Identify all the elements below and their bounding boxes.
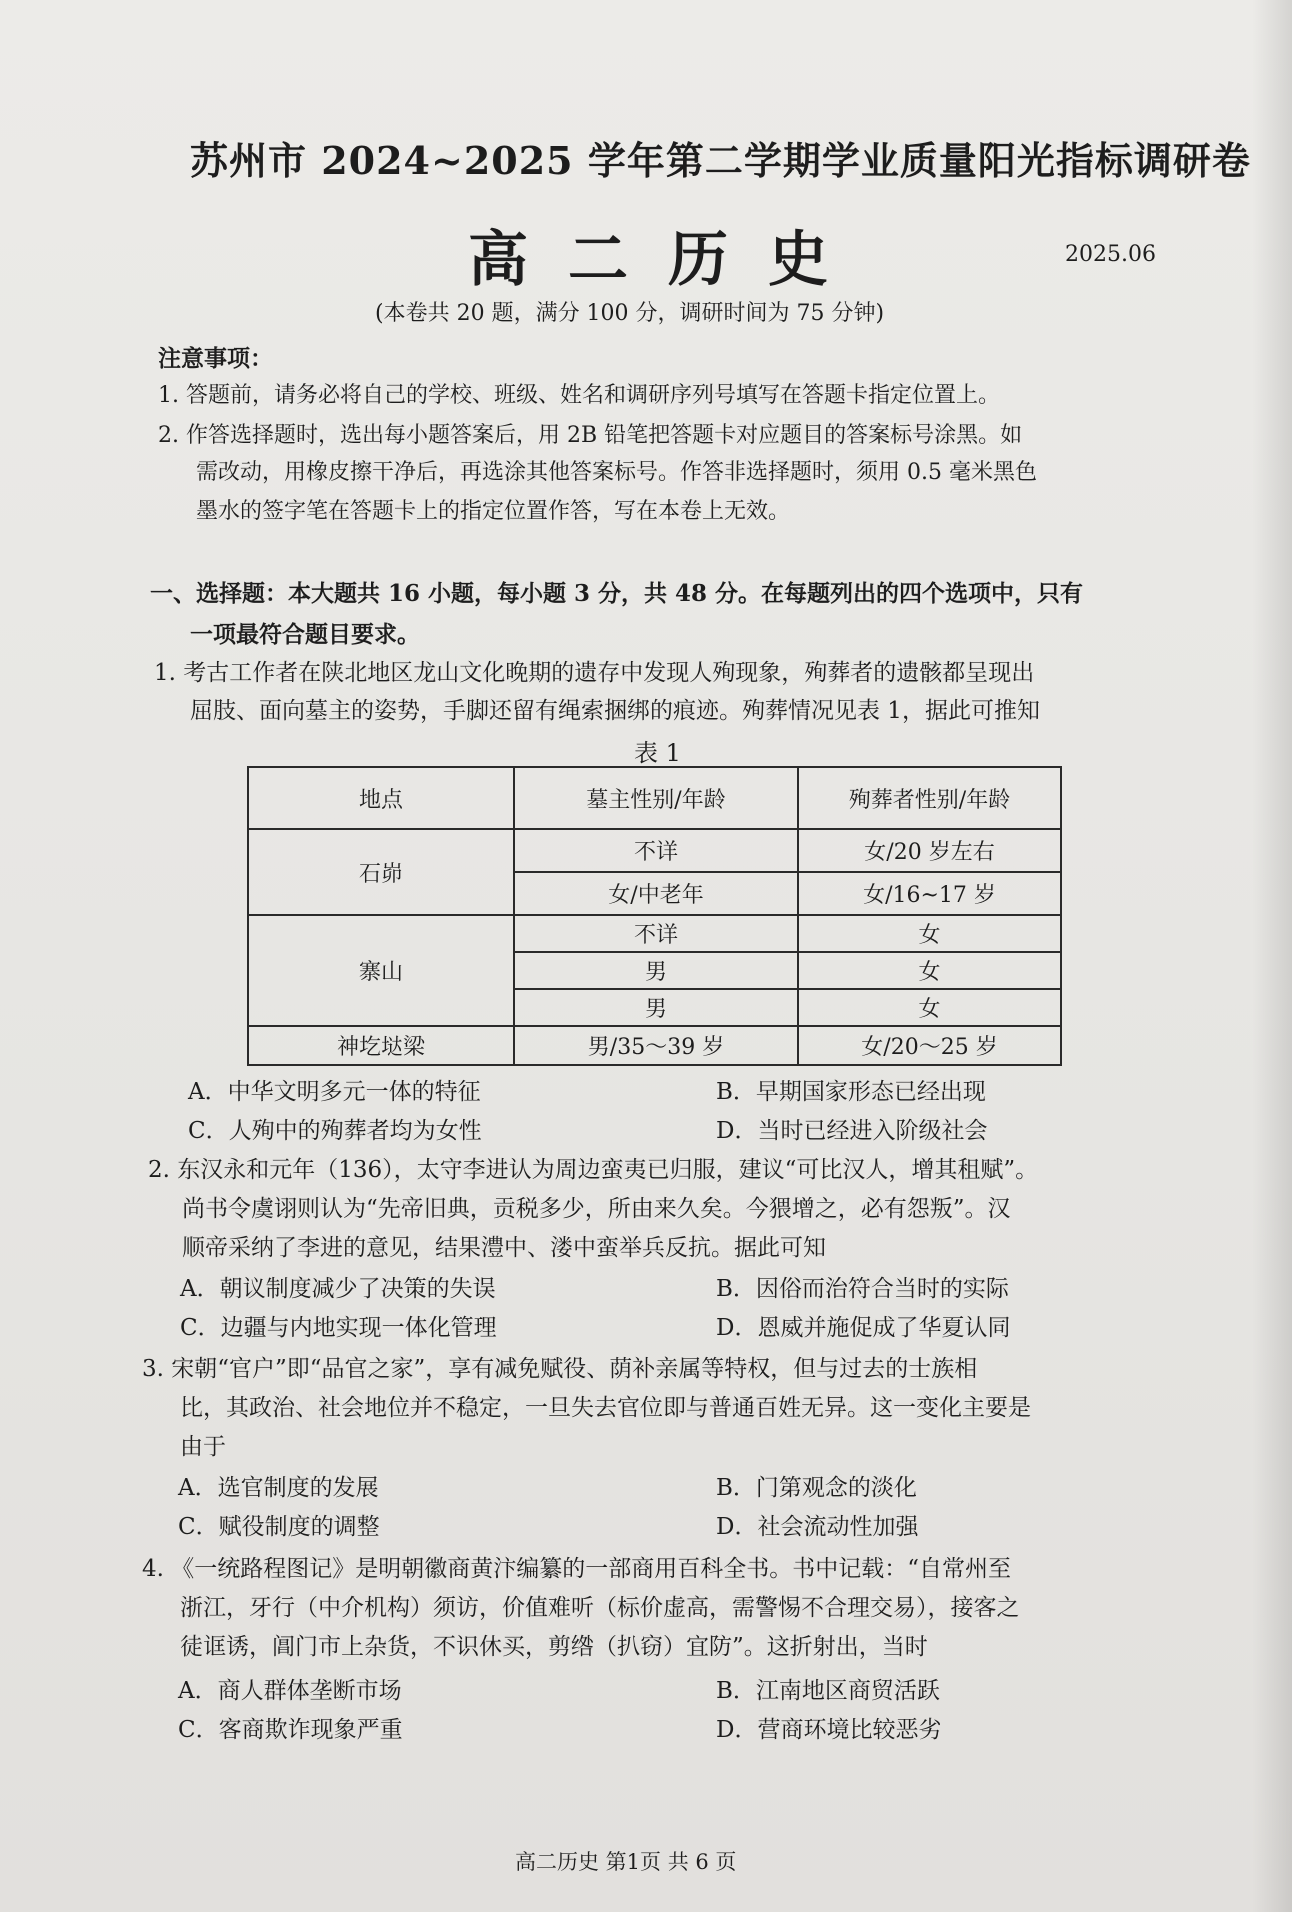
question-3-text: 3. 宋朝“官户”即“品官之家”，享有减免赋役、荫补亲属等特权，但与过去的士族相 [142, 1356, 978, 1382]
table-cell: 不详 [514, 829, 798, 872]
table-cell: 女 [798, 989, 1061, 1026]
table-cell-place: 神圪垯梁 [248, 1026, 514, 1065]
page-edge-shadow [1252, 0, 1292, 1912]
option-d: D．社会流动性加强 [716, 1514, 919, 1540]
option-a: A．朝议制度减少了决策的失误 [180, 1276, 496, 1302]
option-a: A．中华文明多元一体的特征 [188, 1079, 481, 1105]
table-cell: 女/20～25 岁 [798, 1026, 1061, 1065]
table-row [248, 1026, 1061, 1065]
question-3-text: 由于 [180, 1434, 226, 1460]
question-3-text: 比，其政治、社会地位并不稳定，一旦失去官位即与普通百姓无异。这一变化主要是 [180, 1395, 1031, 1421]
question-2-text: 顺帝采纳了李进的意见，结果澧中、溇中蛮举兵反抗。据此可知 [182, 1235, 826, 1261]
section-heading: 一、选择题：本大题共 16 小题，每小题 3 分，共 48 分。在每题列出的四个选项中，只有 [150, 580, 1084, 607]
option-a: A．选官制度的发展 [178, 1475, 379, 1501]
question-2-text: 2. 东汉永和元年（136），太守李进认为周边蛮夷已归服，建议“可比汉人，增其租赋”。 [148, 1157, 1039, 1183]
exam-date: 2025.06 [1065, 242, 1156, 267]
table-header-cell: 墓主性别/年龄 [514, 767, 798, 829]
table-cell-place: 寨山 [248, 915, 514, 1026]
exam-info: (本卷共 20 题，满分 100 分，调研时间为 75 分钟) [375, 301, 885, 326]
table-cell: 男 [514, 989, 798, 1026]
table-cell: 女 [798, 952, 1061, 989]
option-d: D．恩威并施促成了华夏认同 [716, 1315, 1011, 1341]
table-header-cell: 地点 [248, 767, 514, 829]
option-c: C．人殉中的殉葬者均为女性 [188, 1118, 482, 1144]
table-cell-place: 石峁 [248, 829, 514, 915]
table-row [248, 829, 1061, 872]
notice-line: 墨水的签字笔在答题卡上的指定位置作答，写在本卷上无效。 [196, 499, 791, 524]
question-2-text: 尚书令虞诩则认为“先帝旧典，贡税多少，所由来久矣。今猥增之，必有怨叛”。汉 [182, 1196, 1011, 1222]
option-c: C．赋役制度的调整 [178, 1514, 380, 1540]
burial-table [247, 766, 1062, 1066]
table-cell: 不详 [514, 915, 798, 952]
question-4-text: 徒诓诱，阊门市上杂货，不识休买，剪绺（扒窃）宜防”。这折射出，当时 [180, 1634, 928, 1660]
table-cell: 男/35～39 岁 [514, 1026, 798, 1065]
table-header-row [248, 767, 1061, 829]
table-cell: 男 [514, 952, 798, 989]
exam-title: 苏州市 2024~2025 学年第二学期学业质量阳光指标调研卷 [190, 138, 1251, 183]
notice-line: 2. 作答选择题时，选出每小题答案后，用 2B 铅笔把答题卡对应题目的答案标号涂黑。如 [158, 423, 1023, 448]
table-cell: 女/中老年 [514, 872, 798, 915]
page-footer: 高二历史 第1页 共 6 页 [515, 1850, 737, 1874]
subject-title: 高二历史 [468, 225, 868, 295]
table-row [248, 915, 1061, 952]
option-d: D．当时已经进入阶级社会 [716, 1118, 988, 1144]
table-cell: 女/20 岁左右 [798, 829, 1061, 872]
option-b: B．因俗而治符合当时的实际 [716, 1276, 1009, 1302]
option-b: B．江南地区商贸活跃 [716, 1678, 940, 1704]
section-heading: 一项最符合题目要求。 [190, 621, 420, 648]
question-1-text: 屈肢、面向墓主的姿势，手脚还留有绳索捆绑的痕迹。殉葬情况见表 1，据此可推知 [190, 698, 1040, 724]
option-b: B．早期国家形态已经出现 [716, 1079, 986, 1105]
question-1-text: 1. 考古工作者在陕北地区龙山文化晚期的遗存中发现人殉现象，殉葬者的遗骸都呈现出 [154, 660, 1035, 686]
option-b: B．门第观念的淡化 [716, 1475, 917, 1501]
table-header-cell: 殉葬者性别/年龄 [798, 767, 1061, 829]
notice-line: 1. 答题前，请务必将自己的学校、班级、姓名和调研序列号填写在答题卡指定位置上。 [158, 383, 1000, 408]
notice-title: 注意事项： [158, 345, 273, 372]
table-caption: 表 1 [634, 739, 681, 767]
option-a: A．商人群体垄断市场 [178, 1678, 402, 1704]
table-cell: 女 [798, 915, 1061, 952]
option-c: C．边疆与内地实现一体化管理 [180, 1315, 497, 1341]
table-cell: 女/16~17 岁 [798, 872, 1061, 915]
option-c: C．客商欺诈现象严重 [178, 1717, 403, 1743]
option-d: D．营商环境比较恶劣 [716, 1717, 942, 1743]
question-4-text: 4. 《一统路程图记》是明朝徽商黄汴编纂的一部商用百科全书。书中记载：“自常州至 [142, 1556, 1012, 1582]
notice-line: 需改动，用橡皮擦干净后，再选涂其他答案标号。作答非选择题时，须用 0.5 毫米黑色 [196, 460, 1037, 485]
question-4-text: 浙江，牙行（中介机构）须访，价值难听（标价虚高，需警惕不合理交易），接客之 [180, 1595, 1020, 1621]
